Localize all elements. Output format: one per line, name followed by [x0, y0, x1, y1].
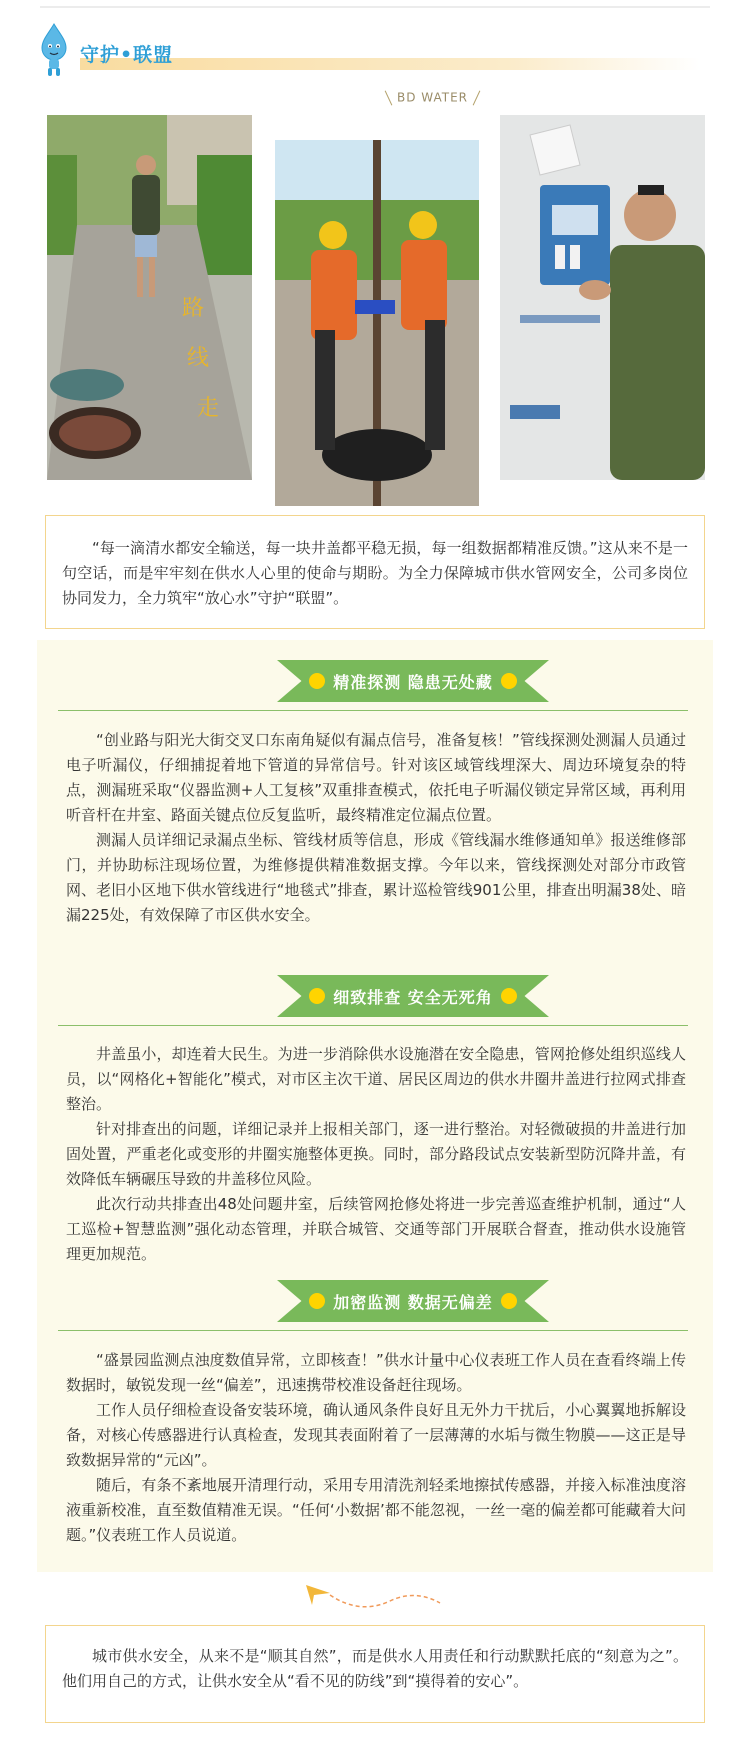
slash-left-decoration	[385, 91, 393, 106]
section-paragraph: 工作人员仔细检查设备安装环境，确认通风条件良好且无外力干扰后，小心翼翼地拆解设备，对核心传感器进行认真检查，发现其表面附着了一层薄薄的水垢与微生物膜——这正是导致数据异常的“元凶”。	[66, 1401, 686, 1469]
section-paragraph: 测漏人员详细记录漏点坐标、管线材质等信息，形成《管线漏水维修通知单》报送维修部门，并协助标注现场位置，为维修提供精准数据支撑。今年以来，管线探测处对部分市政管网、老旧小区地下供水管线进行“地毯式”排查，累计巡检管线901公里，排查出明漏38处、暗漏225处，有效保障了市区供水安全。	[66, 831, 686, 924]
paper-plane-icon	[300, 1581, 460, 1613]
section-banner-dense-monitoring	[277, 1280, 549, 1322]
section-divider	[58, 1330, 688, 1331]
brand-tag	[380, 90, 485, 106]
section-paragraph: “创业路与阳光大街交叉口东南角疑似有漏点信号，准备复核！”管线探测处测漏人员通过电子听漏仪，仔细捕捉着地下管道的异常信号。针对该区域管线埋深大、周边环境复杂的特点，测漏班采取“仪器监测+人工复核”双重排查模式，依托电子听漏仪锁定异常区域，再利用听音杆在井室、路面关键点位反复监听，最终精准定位漏点位置。	[66, 731, 686, 824]
section-divider	[58, 710, 688, 711]
brand-tag-text: BD WATER	[397, 90, 469, 105]
section-title: 精准探测 隐患无处藏	[333, 673, 493, 692]
section-banner-careful-inspection	[277, 975, 549, 1017]
svg-text:线: 线	[187, 346, 210, 371]
photo-manhole-workers	[275, 140, 479, 506]
main-content-panel	[37, 640, 713, 1572]
section-title: 加密监测 数据无偏差	[333, 1293, 493, 1312]
photo-leak-listening	[47, 115, 252, 480]
section-body-dense-monitoring	[66, 1348, 686, 1548]
section-title: 细致排查 安全无死角	[333, 988, 493, 1007]
svg-text:走: 走	[197, 396, 220, 421]
page-title: 守护•联盟	[80, 44, 174, 66]
section-paragraph: 井盖虽小，却连着大民生。为进一步消除供水设施潜在安全隐患，管网抢修处组织巡线人员，以“网格化+智能化”模式，对市区主次干道、居民区周边的供水井圈井盖进行拉网式排查整治。	[66, 1045, 686, 1113]
outro-box	[45, 1625, 705, 1723]
outro-paragraph: 城市供水安全，从来不是“顺其自然”，而是供水人用责任和行动默默托底的“刻意为之”。他们用自己的方式，让供水安全从“看不见的防线”到“摸得着的安心”。	[62, 1647, 688, 1690]
intro-quote-box	[45, 515, 705, 629]
section-body-careful-inspection	[66, 1042, 686, 1267]
svg-text:路: 路	[182, 296, 205, 321]
section-paragraph: 随后，有条不紊地展开清理行动，采用专用清洗剂轻柔地擦拭传感器，并接入标准浊度溶液重新校准，直至数值精准无误。“任何‘小数据’都不能忽视，一丝一毫的偏差都可能藏着大问题。”仪表班工作人员说道。	[66, 1476, 686, 1544]
section-body-precise-detection	[66, 728, 686, 928]
section-paragraph: 此次行动共排查出48处问题井室，后续管网抢修处将进一步完善巡查维护机制，通过“人工巡检+智慧监测”强化动态管理，并联合城管、交通等部门开展联合督查，推动供水设施管理更加规范。	[66, 1195, 686, 1263]
intro-paragraph: “每一滴清水都安全输送，每一块井盖都平稳无损，每一组数据都精准反馈。”这从来不是一句空话，而是牢牢刻在供水人心里的使命与期盼。为全力保障城市供水管网安全，公司多岗位协同发力，全力筑牢“放心水”守护“联盟”。	[62, 539, 688, 607]
section-paragraph: 针对排查出的问题，详细记录并上报相关部门，逐一进行整治。对轻微破损的井盖进行加固处置，严重老化或变形的井圈实施整体更换。同时，部分路段试点安装新型防沉降井盖，有效降低车辆碾压导致的井盖移位风险。	[66, 1120, 686, 1188]
slash-right-decoration	[473, 91, 481, 106]
water-drop-mascot-icon	[38, 22, 70, 78]
section-banner-precise-detection	[277, 660, 549, 702]
section-divider	[58, 1025, 688, 1026]
top-divider	[40, 6, 710, 8]
section-paragraph: “盛景园监测点浊度数值异常，立即核查！”供水计量中心仪表班工作人员在查看终端上传数据时，敏锐发现一丝“偏差”，迅速携带校准设备赶往现场。	[66, 1351, 686, 1394]
photo-meter-technician	[500, 115, 705, 480]
